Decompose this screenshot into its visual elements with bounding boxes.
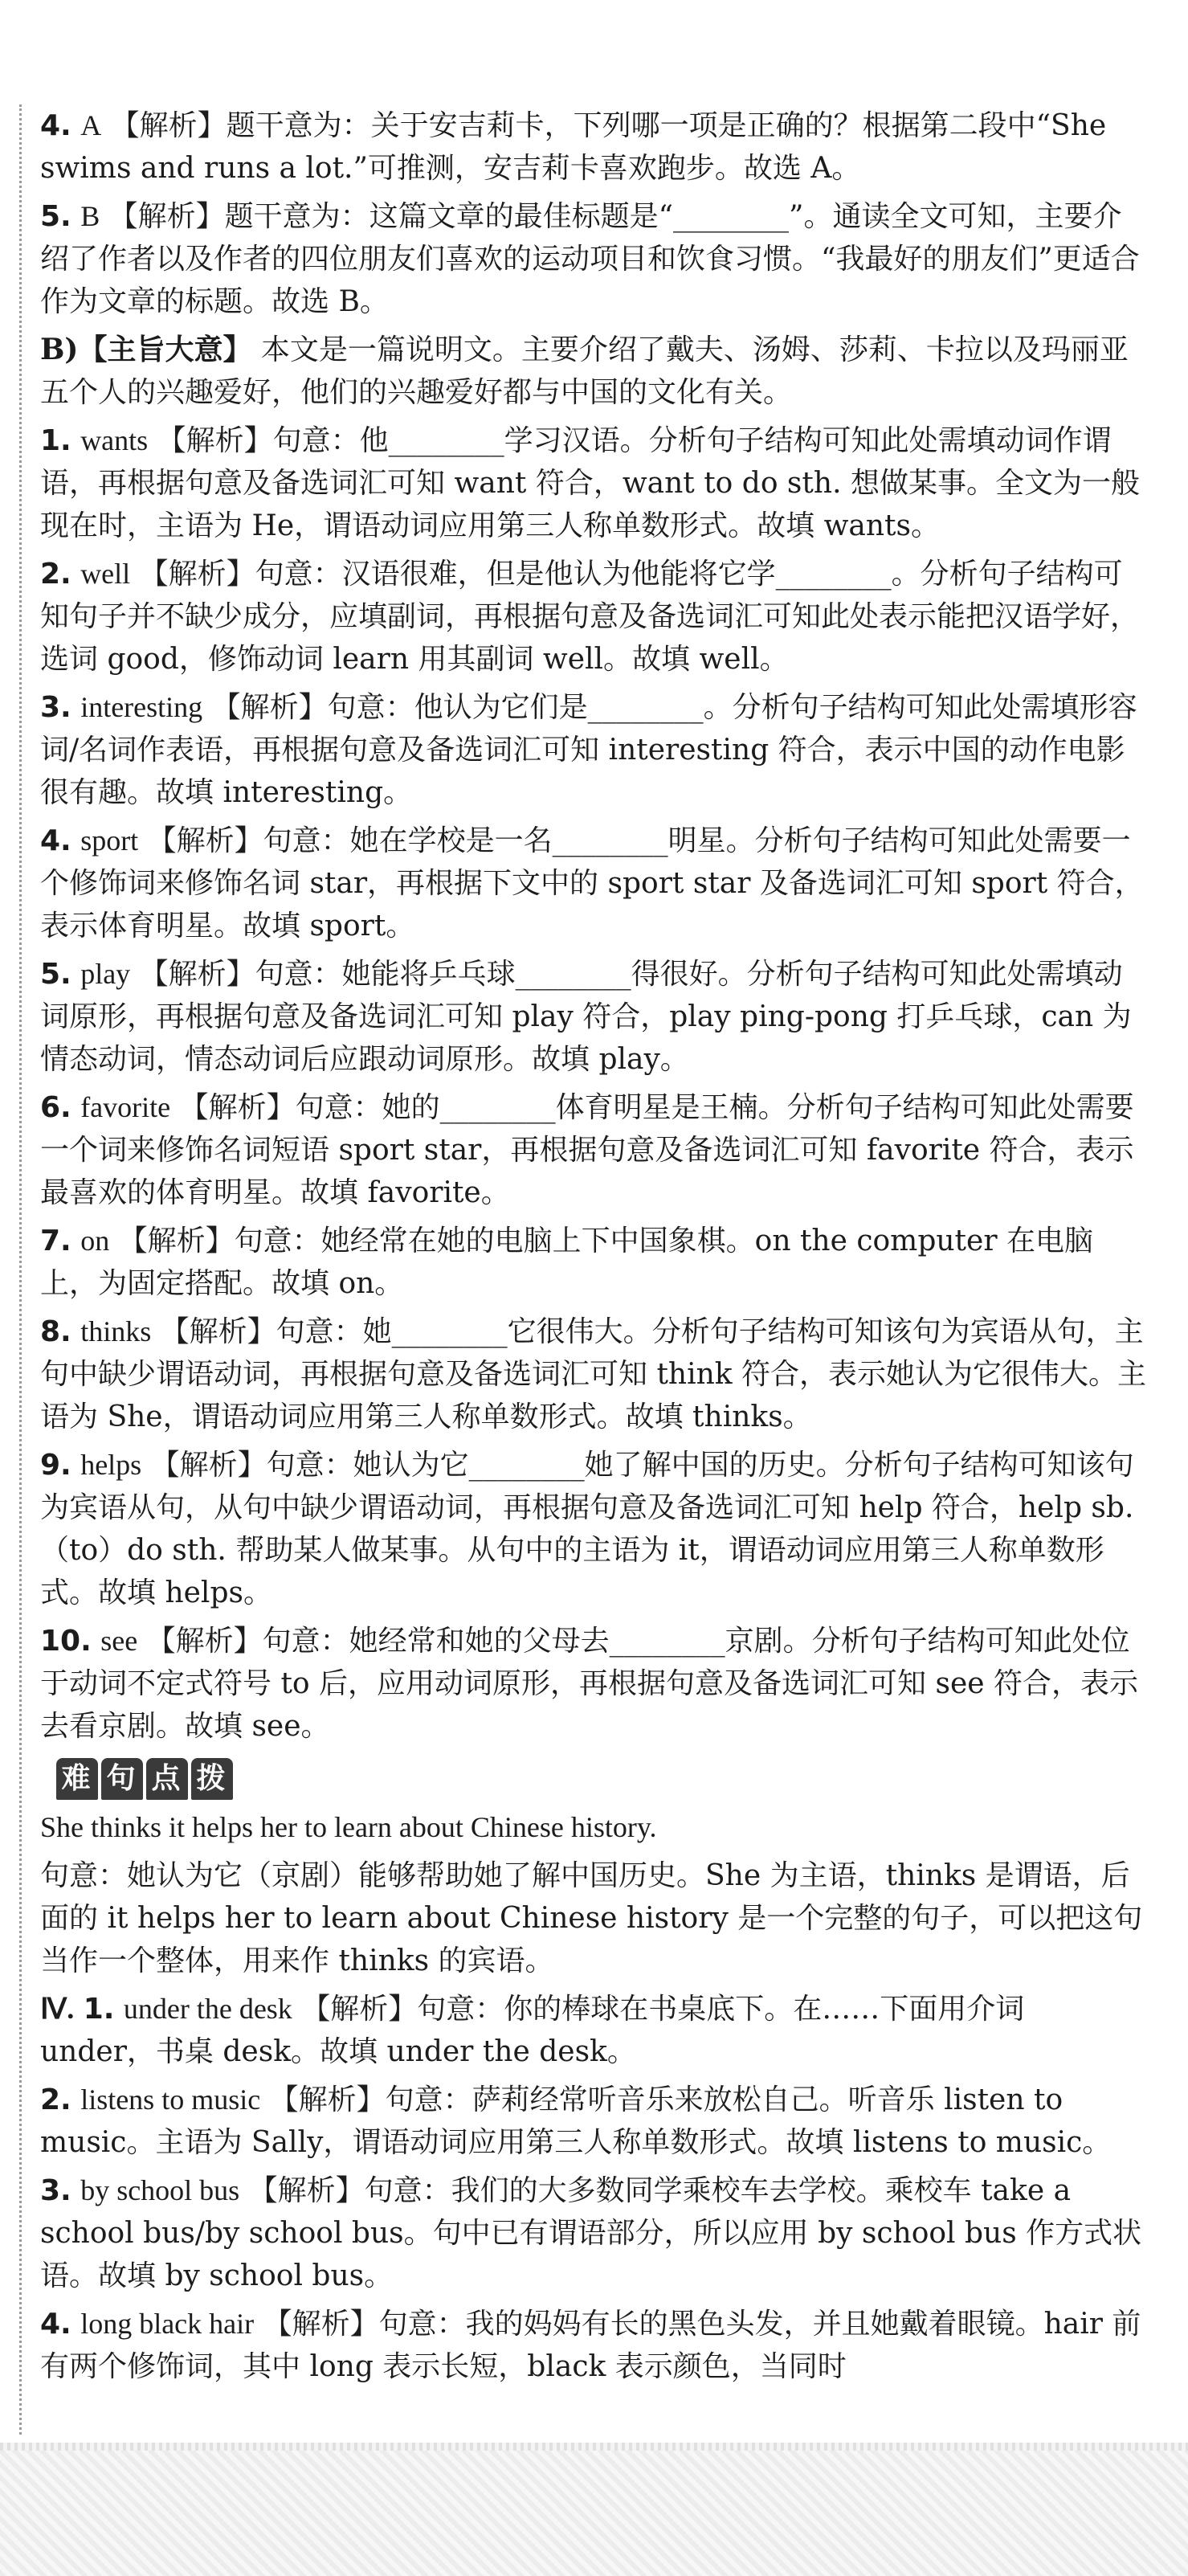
difficult-sentence-badge: [56, 1758, 236, 1800]
badge-char: 难: [56, 1758, 98, 1800]
item-explanation: 【解析】句意：她经常和她的父母去________京剧。分析句子结构可知此处位于动词不定式符号 to 后，应用动词原形，再根据句意及备选词汇可知 see 符合，表示去看京剧。故填 see。: [40, 1625, 1138, 1743]
item-number: 4.: [40, 2308, 71, 2341]
badge-char: 句: [101, 1758, 143, 1800]
item-answer: favorite: [80, 1091, 171, 1123]
item-explanation: 【解析】句意：汉语很难，但是他认为他能将它学________。分析句子结构可知句子并不缺少成分，应填副词，再根据句意及备选词汇可知此处表示能把汉语学好，选词 good，修饰动词 learn 用其副词 well。故填 well。: [40, 558, 1140, 676]
item-number: 1.: [83, 1993, 115, 2026]
item-answer: see: [100, 1625, 138, 1657]
item-explanation: 【解析】句意：她能将乒乓球________得很好。分析句子结构可知此处需填动词原形，再根据句意及备选词汇可知 play 符合，play ping-pong 打乒乓球，can 为情态动词，情态动词后应跟动词原形。故填 play。: [40, 958, 1132, 1076]
item-answer: long black hair: [80, 2308, 255, 2340]
answer-page: [40, 104, 1149, 2394]
item-explanation: 【解析】句意：他认为它们是________。分析句子结构可知此处需填形容词/名词作表语，再根据句意及备选词汇可知 interesting 符合，表示中国的动作电影很有趣。故填 interesting。: [40, 691, 1137, 809]
item-number: 2.: [40, 558, 71, 591]
answer-item-b6: [40, 1086, 1149, 1214]
item-explanation: 【解析】题干意为：关于安吉莉卡，下列哪一项是正确的？根据第二段中“She swims and runs a lot.”可推测，安吉莉卡喜欢跑步。故选 A。: [40, 109, 1107, 185]
item-answer: sport: [80, 824, 139, 857]
badge-char: 拨: [191, 1758, 233, 1800]
item-number: 5.: [40, 200, 71, 233]
item-explanation: 【解析】句意：她________它很伟大。分析句子结构可知该句为宾语从句，主句中缺少谓语动词，再根据句意及备选词汇可知 think 符合，表示她认为它很伟大。主语为 She，谓语动词应用第三人称单数形式。故填 thinks。: [40, 1315, 1147, 1433]
section-iv-label: Ⅳ.: [40, 1993, 75, 2025]
item-answer: on: [80, 1225, 110, 1257]
answer-item-a5: [40, 195, 1149, 323]
item-number: 10.: [40, 1625, 92, 1658]
answer-item-iv3: [40, 2169, 1149, 2297]
item-answer: interesting: [80, 691, 203, 723]
item-answer: wants: [80, 424, 149, 456]
difficult-sentence-explanation: 句意：她认为它（京剧）能够帮助她了解中国历史。She 为主语，thinks 是谓语，后面的 it helps her to learn about Chinese history 是一个完整的句子，可以把这句当作一个整体，用来作 thinks 的宾语。: [40, 1859, 1143, 1977]
answer-item-b5: [40, 953, 1149, 1081]
answer-item-iv4: [40, 2303, 1149, 2388]
item-number: 3.: [40, 691, 71, 724]
item-number: 7.: [40, 1225, 71, 1257]
item-number: 2.: [40, 2083, 71, 2116]
answer-item-iv2: [40, 2079, 1149, 2164]
answer-item-a4: [40, 104, 1149, 190]
answer-item-b9: [40, 1444, 1149, 1614]
item-explanation: 【解析】句意：萨莉经常听音乐来放松自己。听音乐 listen to music。主语为 Sally，谓语动词应用第三人称单数形式。故填 listens to music。: [40, 2083, 1112, 2159]
item-answer: helps: [80, 1449, 142, 1481]
item-explanation: 【解析】句意：你的棒球在书桌底下。在……下面用介词 under，书桌 desk。故填 under the desk。: [40, 1993, 1025, 2068]
answer-item-b1: [40, 419, 1149, 547]
difficult-sentence-english: She thinks it helps her to learn about Chinese history.: [40, 1811, 657, 1843]
item-answer: listens to music: [80, 2083, 261, 2116]
item-answer: A: [80, 109, 102, 141]
page-footer-texture: [0, 2443, 1188, 2576]
item-number: 5.: [40, 958, 71, 991]
item-number: 6.: [40, 1091, 71, 1124]
item-explanation: 【解析】句意：我们的大多数同学乘校车去学校。乘校车 take a school bus/by school bus。句中已有谓语部分，所以应用 by school bus 作方式状语。故填 by school bus。: [40, 2174, 1142, 2292]
item-answer: well: [80, 558, 131, 590]
item-answer: by school bus: [80, 2174, 240, 2206]
answer-item-b8: [40, 1310, 1149, 1438]
item-explanation: 【解析】句意：他________学习汉语。分析句子结构可知此处需填动词作谓语，再根据句意及备选词汇可知 want 符合，want to do sth. 想做某事。全文为一般现在时，主语为 He，谓语动词应用第三人称单数形式。故填 wants。: [40, 424, 1140, 542]
item-explanation: 【解析】句意：她经常在她的电脑上下中国象棋。on the computer 在电脑上，为固定搭配。故填 on。: [40, 1225, 1093, 1300]
item-number: 4.: [40, 824, 71, 857]
answer-item-b2: [40, 553, 1149, 681]
item-explanation: 【解析】句意：她的________体育明星是王楠。分析句子结构可知此处需要一个词来修饰名词短语 sport star，再根据句意及备选词汇可知 favorite 符合，表示最喜欢的体育明星。故填 favorite。: [40, 1091, 1134, 1209]
answer-item-b10: [40, 1620, 1149, 1748]
item-number: 8.: [40, 1315, 71, 1348]
item-number: 9.: [40, 1449, 71, 1482]
badge-char: 点: [146, 1758, 188, 1800]
section-b-label: B)【主旨大意】: [40, 333, 252, 366]
item-answer: B: [80, 200, 100, 232]
section-b-summary: [40, 329, 1149, 414]
item-number: 1.: [40, 424, 71, 457]
item-answer: play: [80, 958, 131, 990]
item-explanation: 【解析】句意：我的妈妈有长的黑色头发，并且她戴着眼镜。hair 前有两个修饰词，其中 long 表示长短，black 表示颜色，当同时: [40, 2308, 1141, 2383]
section-b-text: 本文是一篇说明文。主要介绍了戴夫、汤姆、莎莉、卡拉以及玛丽亚五个人的兴趣爱好，他们的兴趣爱好都与中国的文化有关。: [40, 333, 1129, 409]
item-explanation: 【解析】句意：她认为它________她了解中国的历史。分析句子结构可知该句为宾语从句，从句中缺少谓语动词，再根据句意及备选词汇可知 help 符合，help sb.（to）do sth. 帮助某人做某事。从句中的主语为 it，谓语动词应用第三人称单数形式。故填 helps。: [40, 1449, 1134, 1609]
answer-item-b3: [40, 686, 1149, 814]
item-explanation: 【解析】句意：她在学校是一名________明星。分析句子结构可知此处需要一个修饰词来修饰名词 star，再根据下文中的 sport star 及备选词汇可知 sport 符合，表示体育明星。故填 sport。: [40, 824, 1144, 942]
item-explanation: 【解析】题干意为：这篇文章的最佳标题是“________”。通读全文可知，主要介绍了作者以及作者的四位朋友们喜欢的运动项目和饮食习惯。“我最好的朋友们”更适合作为文章的标题。故选 B。: [40, 200, 1140, 318]
item-number: 3.: [40, 2174, 71, 2207]
item-answer: thinks: [80, 1315, 152, 1347]
item-answer: under the desk: [123, 1993, 292, 2025]
item-number: 4.: [40, 109, 71, 142]
answer-item-b4: [40, 820, 1149, 947]
answer-item-iv1: [40, 1988, 1149, 2073]
left-margin-rule: [19, 104, 22, 2435]
answer-item-b7: [40, 1220, 1149, 1305]
